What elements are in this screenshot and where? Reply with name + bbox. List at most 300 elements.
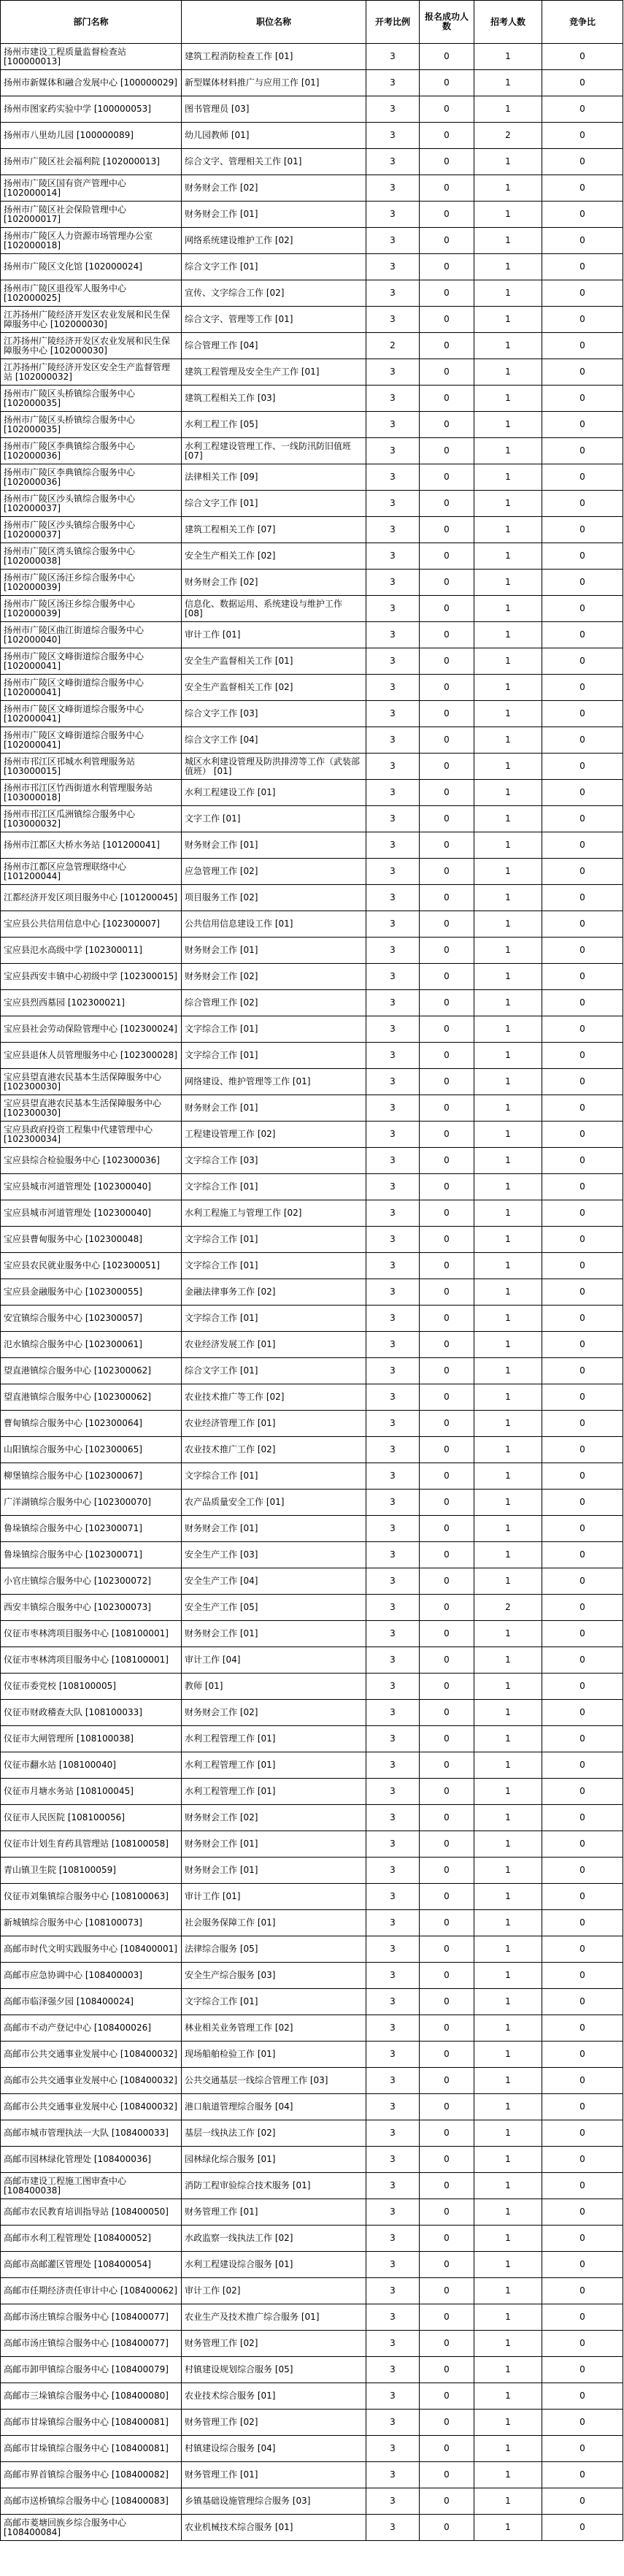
cell-exam-ratio: 3 xyxy=(366,228,420,254)
cell-registered-count: 0 xyxy=(420,1437,474,1463)
cell-exam-ratio: 3 xyxy=(366,2304,420,2331)
table-row xyxy=(1,2042,623,2068)
cell-competition-ratio: 0 xyxy=(542,2094,623,2120)
table-row xyxy=(1,1016,623,1043)
cell-position: 水利工程建设工作 [01] xyxy=(182,780,366,806)
cell-exam-ratio: 3 xyxy=(366,1805,420,1831)
cell-recruit-count: 1 xyxy=(474,1700,542,1726)
cell-registered-count: 0 xyxy=(420,2436,474,2462)
cell-department: 高邮市甘垛镇综合服务中心 [108400081] xyxy=(1,2436,182,2462)
cell-department: 宝应县望直港农民基本生活保障服务中心 [102300030] xyxy=(1,1095,182,1122)
cell-exam-ratio: 3 xyxy=(366,1463,420,1490)
cell-competition-ratio: 0 xyxy=(542,1227,623,1253)
cell-exam-ratio: 3 xyxy=(366,754,420,780)
cell-exam-ratio: 3 xyxy=(366,2199,420,2226)
cell-exam-ratio: 3 xyxy=(366,1016,420,1043)
cell-department: 宝应县曹甸服务中心 [102300048] xyxy=(1,1227,182,1253)
cell-registered-count: 0 xyxy=(420,622,474,648)
cell-position: 财务财会工作 [02] xyxy=(182,1700,366,1726)
cell-competition-ratio: 0 xyxy=(542,1542,623,1568)
cell-registered-count: 0 xyxy=(420,1963,474,1989)
table-row xyxy=(1,543,623,570)
cell-position: 建筑工程管理及安全生产工作 [01] xyxy=(182,359,366,386)
cell-department: 扬州市广陵区社会保险管理中心 [102000017] xyxy=(1,202,182,228)
cell-position: 审计工作 [01] xyxy=(182,1884,366,1910)
cell-registered-count: 0 xyxy=(420,1490,474,1516)
cell-recruit-count: 1 xyxy=(474,386,542,412)
cell-exam-ratio: 3 xyxy=(366,2252,420,2278)
cell-registered-count: 0 xyxy=(420,911,474,938)
cell-position: 园林绿化综合服务 [01] xyxy=(182,2147,366,2173)
cell-registered-count: 0 xyxy=(420,359,474,386)
cell-exam-ratio: 3 xyxy=(366,1963,420,1989)
table-row xyxy=(1,1779,623,1805)
cell-competition-ratio: 0 xyxy=(542,1516,623,1542)
table-row xyxy=(1,885,623,911)
table-row xyxy=(1,1069,623,1095)
cell-registered-count: 0 xyxy=(420,44,474,70)
cell-department: 高邮市园林绿化管理处 [108400036] xyxy=(1,2147,182,2173)
cell-exam-ratio: 3 xyxy=(366,990,420,1016)
cell-competition-ratio: 0 xyxy=(542,1700,623,1726)
table-row xyxy=(1,806,623,832)
table-row xyxy=(1,2120,623,2147)
table-row xyxy=(1,832,623,859)
cell-exam-ratio: 3 xyxy=(366,2094,420,2120)
cell-registered-count: 0 xyxy=(420,754,474,780)
cell-recruit-count: 1 xyxy=(474,1148,542,1174)
cell-recruit-count: 1 xyxy=(474,359,542,386)
cell-competition-ratio: 0 xyxy=(542,1910,623,1936)
cell-department: 扬州市广陵区文峰街道综合服务中心 [102000041] xyxy=(1,675,182,701)
cell-competition-ratio: 0 xyxy=(542,701,623,727)
cell-registered-count: 0 xyxy=(420,386,474,412)
table-row xyxy=(1,2488,623,2515)
cell-department: 高邮市水利工程管理处 [108400052] xyxy=(1,2226,182,2252)
cell-position: 幼儿园教师 [01] xyxy=(182,123,366,149)
cell-recruit-count: 1 xyxy=(474,1989,542,2015)
cell-competition-ratio: 0 xyxy=(542,2515,623,2541)
table-row xyxy=(1,754,623,780)
cell-position: 项目服务工作 [02] xyxy=(182,885,366,911)
table-row xyxy=(1,1674,623,1700)
cell-recruit-count: 1 xyxy=(474,1122,542,1148)
cell-department: 扬州市广陵区头桥镇综合服务中心 [102000035] xyxy=(1,386,182,412)
table-row xyxy=(1,1963,623,1989)
cell-recruit-count: 1 xyxy=(474,1779,542,1805)
cell-registered-count: 0 xyxy=(420,1016,474,1043)
cell-recruit-count: 1 xyxy=(474,1647,542,1674)
cell-exam-ratio: 3 xyxy=(366,1989,420,2015)
cell-recruit-count: 1 xyxy=(474,2015,542,2042)
cell-department: 扬州市邗江区瓜洲镇综合服务中心 [103000032] xyxy=(1,806,182,832)
cell-department: 扬州市广陵区曲江街道综合服务中心 [102000040] xyxy=(1,622,182,648)
cell-position: 安全生产监督相关工作 [02] xyxy=(182,675,366,701)
cell-recruit-count: 1 xyxy=(474,832,542,859)
cell-competition-ratio: 0 xyxy=(542,386,623,412)
cell-registered-count: 0 xyxy=(420,596,474,622)
cell-recruit-count: 1 xyxy=(474,2383,542,2410)
table-row xyxy=(1,2357,623,2383)
table-row xyxy=(1,2173,623,2199)
cell-competition-ratio: 0 xyxy=(542,648,623,675)
cell-registered-count: 0 xyxy=(420,1411,474,1437)
cell-department: 扬州市广陵区沙头镇综合服务中心 [102000037] xyxy=(1,517,182,543)
cell-position: 图书管理员 [03] xyxy=(182,96,366,123)
cell-competition-ratio: 0 xyxy=(542,307,623,333)
cell-position: 教师 [01] xyxy=(182,1674,366,1700)
cell-department: 高邮市临泽强夕园 [108400024] xyxy=(1,1989,182,2015)
cell-competition-ratio: 0 xyxy=(542,202,623,228)
cell-exam-ratio: 3 xyxy=(366,1174,420,1200)
cell-competition-ratio: 0 xyxy=(542,1568,623,1595)
cell-position: 文字综合工作 [01] xyxy=(182,1016,366,1043)
cell-position: 建筑工程相关工作 [03] xyxy=(182,386,366,412)
cell-registered-count: 0 xyxy=(420,254,474,280)
cell-recruit-count: 1 xyxy=(474,1463,542,1490)
cell-registered-count: 0 xyxy=(420,780,474,806)
cell-competition-ratio: 0 xyxy=(542,517,623,543)
cell-competition-ratio: 0 xyxy=(542,1043,623,1069)
cell-exam-ratio: 3 xyxy=(366,280,420,307)
table-row xyxy=(1,1831,623,1858)
cell-exam-ratio: 3 xyxy=(366,1910,420,1936)
header-registered-count: 报名成功人数 xyxy=(420,1,474,44)
cell-registered-count: 0 xyxy=(420,1910,474,1936)
cell-recruit-count: 1 xyxy=(474,1174,542,1200)
table-row xyxy=(1,1516,623,1542)
cell-registered-count: 0 xyxy=(420,2304,474,2331)
cell-position: 建筑工程相关工作 [07] xyxy=(182,517,366,543)
table-row xyxy=(1,464,623,491)
table-row xyxy=(1,2304,623,2331)
table-row xyxy=(1,648,623,675)
cell-department: 高邮市城市管理执法一大队 [108400033] xyxy=(1,2120,182,2147)
cell-department: 扬州市广陵区汤汪乡综合服务中心 [102000039] xyxy=(1,570,182,596)
table-row xyxy=(1,911,623,938)
table-row xyxy=(1,2015,623,2042)
cell-department: 扬州市广陵区李典镇综合服务中心 [102000036] xyxy=(1,438,182,464)
cell-competition-ratio: 0 xyxy=(542,2199,623,2226)
table-row xyxy=(1,44,623,70)
cell-recruit-count: 1 xyxy=(474,622,542,648)
table-row xyxy=(1,596,623,622)
cell-recruit-count: 1 xyxy=(474,149,542,175)
cell-department: 高邮市汤庄镇综合服务中心 [108400077] xyxy=(1,2331,182,2357)
cell-position: 财务财会工作 [01] xyxy=(182,1095,366,1122)
cell-competition-ratio: 0 xyxy=(542,1279,623,1306)
table-row xyxy=(1,1174,623,1200)
cell-exam-ratio: 3 xyxy=(366,2436,420,2462)
table-row xyxy=(1,2226,623,2252)
cell-recruit-count: 1 xyxy=(474,1069,542,1095)
cell-recruit-count: 1 xyxy=(474,280,542,307)
cell-exam-ratio: 3 xyxy=(366,648,420,675)
table-row xyxy=(1,2147,623,2173)
cell-exam-ratio: 3 xyxy=(366,596,420,622)
cell-competition-ratio: 0 xyxy=(542,149,623,175)
cell-position: 财务财会工作 [02] xyxy=(182,570,366,596)
cell-competition-ratio: 0 xyxy=(542,1779,623,1805)
header-exam-ratio: 开考比例 xyxy=(366,1,420,44)
cell-exam-ratio: 3 xyxy=(366,307,420,333)
cell-exam-ratio: 3 xyxy=(366,1200,420,1227)
header-recruit-count: 招考人数 xyxy=(474,1,542,44)
cell-position: 信息化、数据运用、系统建设与维护工作 [08] xyxy=(182,596,366,622)
cell-department: 扬州市广陵区文峰街道综合服务中心 [102000041] xyxy=(1,701,182,727)
cell-registered-count: 0 xyxy=(420,2252,474,2278)
cell-competition-ratio: 0 xyxy=(542,464,623,491)
cell-position: 安全生产相关工作 [02] xyxy=(182,543,366,570)
table-header xyxy=(1,1,623,44)
cell-competition-ratio: 0 xyxy=(542,254,623,280)
cell-recruit-count: 1 xyxy=(474,96,542,123)
table-row xyxy=(1,359,623,386)
cell-competition-ratio: 0 xyxy=(542,1437,623,1463)
table-row xyxy=(1,2199,623,2226)
cell-competition-ratio: 0 xyxy=(542,2278,623,2304)
cell-position: 综合文字工作 [03] xyxy=(182,701,366,727)
cell-recruit-count: 1 xyxy=(474,2147,542,2173)
cell-exam-ratio: 3 xyxy=(366,570,420,596)
cell-registered-count: 0 xyxy=(420,832,474,859)
cell-position: 综合文字工作 [01] xyxy=(182,254,366,280)
cell-exam-ratio: 3 xyxy=(366,175,420,202)
cell-department: 高邮市界首镇综合服务中心 [108400082] xyxy=(1,2462,182,2488)
cell-registered-count: 0 xyxy=(420,70,474,96)
cell-recruit-count: 1 xyxy=(474,2226,542,2252)
cell-competition-ratio: 0 xyxy=(542,1148,623,1174)
cell-registered-count: 0 xyxy=(420,1858,474,1884)
cell-competition-ratio: 0 xyxy=(542,938,623,964)
cell-recruit-count: 1 xyxy=(474,464,542,491)
cell-competition-ratio: 0 xyxy=(542,1174,623,1200)
cell-department: 扬州市广陵区文峰街道综合服务中心 [102000041] xyxy=(1,727,182,754)
cell-position: 财务管理工作 [02] xyxy=(182,2410,366,2436)
cell-department: 西安丰镇综合服务中心 [102300073] xyxy=(1,1595,182,1621)
table-row xyxy=(1,1437,623,1463)
cell-department: 江苏扬州广陵经济开发区安全生产监督管理站 [102000032] xyxy=(1,359,182,386)
cell-position: 财务财会工作 [01] xyxy=(182,1831,366,1858)
table-row xyxy=(1,1595,623,1621)
cell-department: 仪征市大闸管理所 [108100038] xyxy=(1,1726,182,1752)
cell-registered-count: 0 xyxy=(420,2120,474,2147)
cell-registered-count: 0 xyxy=(420,2410,474,2436)
cell-department: 扬州市新媒体和融合发展中心 [100000029] xyxy=(1,70,182,96)
cell-position: 安全生产工作 [05] xyxy=(182,1595,366,1621)
cell-position: 安全生产综合服务 [03] xyxy=(182,1963,366,1989)
cell-position: 财务财会工作 [01] xyxy=(182,1621,366,1647)
table-row xyxy=(1,2515,623,2541)
cell-department: 小官庄镇综合服务中心 [102300072] xyxy=(1,1568,182,1595)
cell-competition-ratio: 0 xyxy=(542,990,623,1016)
cell-registered-count: 0 xyxy=(420,727,474,754)
cell-registered-count: 0 xyxy=(420,1516,474,1542)
cell-competition-ratio: 0 xyxy=(542,1647,623,1674)
table-row xyxy=(1,1568,623,1595)
table-row xyxy=(1,859,623,885)
cell-recruit-count: 1 xyxy=(474,754,542,780)
cell-recruit-count: 1 xyxy=(474,1542,542,1568)
table-row xyxy=(1,2331,623,2357)
cell-department: 宝应县金融服务中心 [102300055] xyxy=(1,1279,182,1306)
cell-competition-ratio: 0 xyxy=(542,70,623,96)
cell-registered-count: 0 xyxy=(420,1174,474,1200)
cell-position: 水利工程管理工作 [01] xyxy=(182,1752,366,1779)
cell-department: 曹甸镇综合服务中心 [102300064] xyxy=(1,1411,182,1437)
cell-department: 高邮市公共交通事业发展中心 [108400032] xyxy=(1,2068,182,2094)
cell-recruit-count: 1 xyxy=(474,175,542,202)
cell-department: 仪征市刘集镇综合服务中心 [108100063] xyxy=(1,1884,182,1910)
table-row xyxy=(1,1884,623,1910)
cell-competition-ratio: 0 xyxy=(542,1463,623,1490)
cell-position: 安全生产工作 [04] xyxy=(182,1568,366,1595)
cell-competition-ratio: 0 xyxy=(542,1936,623,1963)
table-row xyxy=(1,1647,623,1674)
cell-department: 氾水镇综合服务中心 [102300061] xyxy=(1,1332,182,1358)
cell-position: 财务财会工作 [02] xyxy=(182,964,366,990)
cell-exam-ratio: 3 xyxy=(366,964,420,990)
cell-exam-ratio: 3 xyxy=(366,1568,420,1595)
cell-department: 柳堡镇综合服务中心 [102300067] xyxy=(1,1463,182,1490)
cell-recruit-count: 1 xyxy=(474,1411,542,1437)
cell-department: 扬州市广陵区退役军人服务中心 [102000025] xyxy=(1,280,182,307)
table-row xyxy=(1,1148,623,1174)
cell-exam-ratio: 3 xyxy=(366,2462,420,2488)
table-row xyxy=(1,1306,623,1332)
cell-registered-count: 0 xyxy=(420,1884,474,1910)
cell-position: 消防工程审验综合技术服务 [01] xyxy=(182,2173,366,2199)
cell-competition-ratio: 0 xyxy=(542,1752,623,1779)
cell-recruit-count: 1 xyxy=(474,1674,542,1700)
cell-department: 仪征市人民医院 [108100056] xyxy=(1,1805,182,1831)
cell-department: 高邮市不动产登记中心 [108400026] xyxy=(1,2015,182,2042)
cell-exam-ratio: 3 xyxy=(366,2147,420,2173)
cell-department: 仪征市委党校 [108100005] xyxy=(1,1674,182,1700)
cell-position: 建筑工程消防检查工作 [01] xyxy=(182,44,366,70)
cell-department: 仪征市月塘水务站 [108100045] xyxy=(1,1779,182,1805)
cell-exam-ratio: 3 xyxy=(366,1306,420,1332)
cell-position: 文字工作 [01] xyxy=(182,806,366,832)
cell-department: 仪征市翻水站 [108100040] xyxy=(1,1752,182,1779)
cell-position: 综合管理工作 [02] xyxy=(182,990,366,1016)
cell-competition-ratio: 0 xyxy=(542,1095,623,1122)
cell-registered-count: 0 xyxy=(420,1674,474,1700)
cell-department: 高邮市农民教育培训指导站 [108400050] xyxy=(1,2199,182,2226)
cell-exam-ratio: 3 xyxy=(366,1358,420,1384)
cell-registered-count: 0 xyxy=(420,1043,474,1069)
cell-exam-ratio: 3 xyxy=(366,1621,420,1647)
cell-competition-ratio: 0 xyxy=(542,2226,623,2252)
cell-recruit-count: 1 xyxy=(474,701,542,727)
cell-exam-ratio: 3 xyxy=(366,386,420,412)
cell-department: 江都经济开发区项目服务中心 [101200045] xyxy=(1,885,182,911)
table-row xyxy=(1,990,623,1016)
cell-competition-ratio: 0 xyxy=(542,2042,623,2068)
cell-recruit-count: 1 xyxy=(474,2094,542,2120)
cell-registered-count: 0 xyxy=(420,675,474,701)
cell-exam-ratio: 3 xyxy=(366,2042,420,2068)
table-row xyxy=(1,964,623,990)
cell-recruit-count: 1 xyxy=(474,412,542,438)
table-row xyxy=(1,2068,623,2094)
cell-exam-ratio: 3 xyxy=(366,1069,420,1095)
cell-registered-count: 0 xyxy=(420,1700,474,1726)
cell-position: 综合文字工作 [01] xyxy=(182,1358,366,1384)
cell-position: 现场船舶检验工作 [01] xyxy=(182,2042,366,2068)
table-row xyxy=(1,307,623,333)
cell-registered-count: 0 xyxy=(420,1805,474,1831)
cell-recruit-count: 1 xyxy=(474,1384,542,1411)
cell-recruit-count: 1 xyxy=(474,2488,542,2515)
cell-exam-ratio: 3 xyxy=(366,1595,420,1621)
cell-department: 广洋湖镇综合服务中心 [102300070] xyxy=(1,1490,182,1516)
cell-position: 农业机械技术综合服务 [01] xyxy=(182,2515,366,2541)
cell-competition-ratio: 0 xyxy=(542,1989,623,2015)
cell-position: 农业经济发展工作 [01] xyxy=(182,1332,366,1358)
cell-exam-ratio: 3 xyxy=(366,1332,420,1358)
cell-competition-ratio: 0 xyxy=(542,2252,623,2278)
cell-position: 农业技术综合服务 [01] xyxy=(182,2383,366,2410)
cell-department: 扬州市广陵区人力资源市场管理办公室 [102000018] xyxy=(1,228,182,254)
cell-position: 财务财会工作 [01] xyxy=(182,832,366,859)
cell-competition-ratio: 0 xyxy=(542,1884,623,1910)
cell-exam-ratio: 3 xyxy=(366,44,420,70)
cell-exam-ratio: 3 xyxy=(366,149,420,175)
cell-registered-count: 0 xyxy=(420,964,474,990)
table-row xyxy=(1,175,623,202)
cell-department: 扬州市邗江区邗城水利管理服务站 [103000015] xyxy=(1,754,182,780)
cell-position: 安全生产工作 [03] xyxy=(182,1542,366,1568)
table-row xyxy=(1,1358,623,1384)
header-position: 职位名称 xyxy=(182,1,366,44)
cell-recruit-count: 1 xyxy=(474,254,542,280)
cell-exam-ratio: 3 xyxy=(366,701,420,727)
cell-position: 公共信用信息建设工作 [01] xyxy=(182,911,366,938)
cell-competition-ratio: 0 xyxy=(542,280,623,307)
cell-position: 财务管理工作 [01] xyxy=(182,2462,366,2488)
cell-exam-ratio: 3 xyxy=(366,1726,420,1752)
cell-recruit-count: 1 xyxy=(474,1279,542,1306)
cell-registered-count: 0 xyxy=(420,1306,474,1332)
cell-competition-ratio: 0 xyxy=(542,1069,623,1095)
table-row xyxy=(1,2278,623,2304)
cell-position: 综合文字工作 [01] xyxy=(182,491,366,517)
cell-recruit-count: 1 xyxy=(474,1095,542,1122)
cell-position: 财务管理工作 [01] xyxy=(182,2199,366,2226)
cell-registered-count: 0 xyxy=(420,1227,474,1253)
cell-registered-count: 0 xyxy=(420,1122,474,1148)
cell-registered-count: 0 xyxy=(420,1200,474,1227)
cell-department: 扬州市广陵区文峰街道综合服务中心 [102000041] xyxy=(1,648,182,675)
cell-position: 金融法律事务工作 [02] xyxy=(182,1279,366,1306)
cell-registered-count: 0 xyxy=(420,2357,474,2383)
cell-position: 文字综合工作 [01] xyxy=(182,1227,366,1253)
table-row xyxy=(1,1253,623,1279)
cell-registered-count: 0 xyxy=(420,885,474,911)
table-row xyxy=(1,412,623,438)
table-row xyxy=(1,1095,623,1122)
cell-department: 宝应县社会劳动保险管理中心 [102300024] xyxy=(1,1016,182,1043)
cell-exam-ratio: 3 xyxy=(366,1858,420,1884)
table-row xyxy=(1,2462,623,2488)
cell-position: 农业技术推广等工作 [02] xyxy=(182,1384,366,1411)
cell-department: 宝应县综合检验服务中心 [102300036] xyxy=(1,1148,182,1174)
cell-position: 港口航道管理综合服务 [04] xyxy=(182,2094,366,2120)
table-row xyxy=(1,701,623,727)
cell-competition-ratio: 0 xyxy=(542,727,623,754)
cell-competition-ratio: 0 xyxy=(542,2410,623,2436)
